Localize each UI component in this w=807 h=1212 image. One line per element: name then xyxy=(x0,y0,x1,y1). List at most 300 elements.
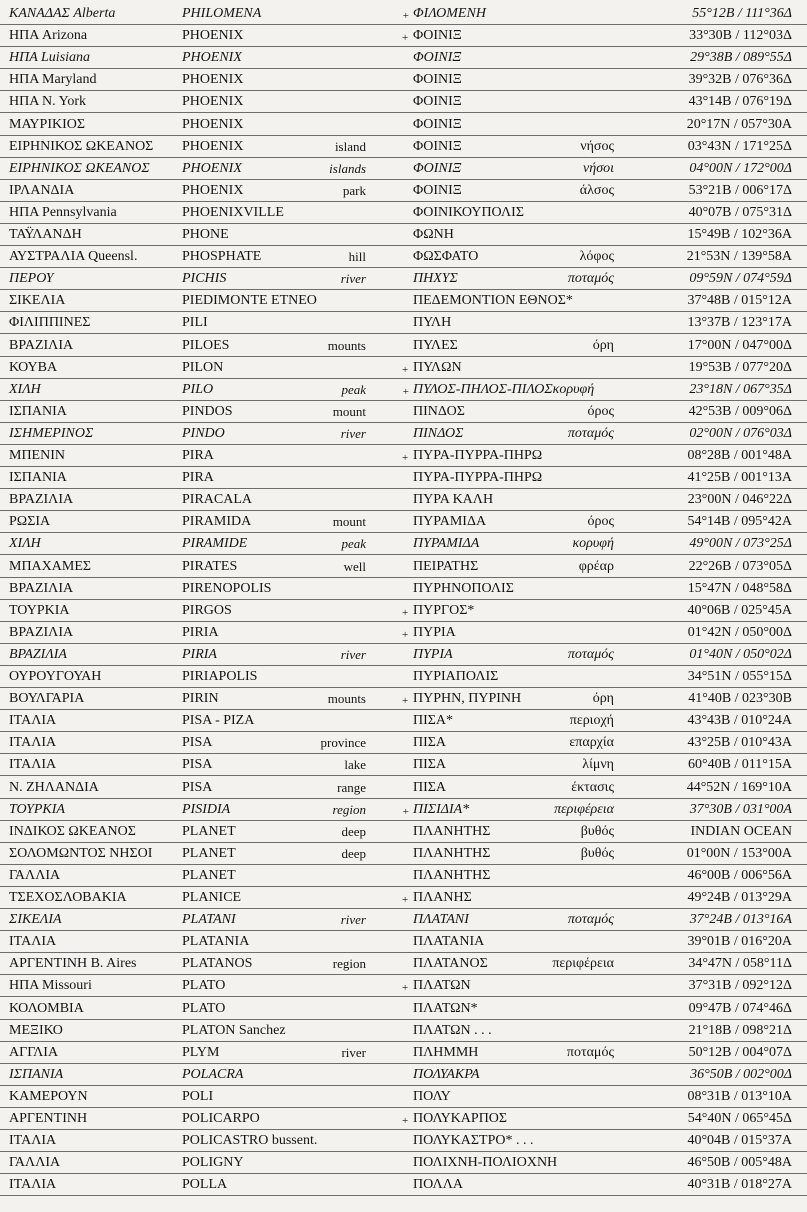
table-row xyxy=(0,69,807,91)
feature-type-cell: river xyxy=(340,425,366,441)
name-cell: PIRIN xyxy=(182,691,219,707)
greek-name-cell: ΠΕΔΕΜΟΝΤΙΟΝ ΕΘΝΟΣ* xyxy=(413,293,573,309)
feature-type-cell: mount xyxy=(332,514,366,530)
greek-name-cell: ΦΟΙΝΙΞ xyxy=(413,72,462,88)
table-row xyxy=(0,799,807,821)
feature-type-cell: region xyxy=(332,801,366,817)
table-row xyxy=(0,423,807,445)
country-cell: ΙΣΗΜΕΡΙΝΟΣ xyxy=(9,425,94,441)
name-cell: PLATANIA xyxy=(182,934,250,950)
name-cell: PIRATES xyxy=(182,558,238,574)
new-entry-mark: + xyxy=(402,805,410,818)
table-row xyxy=(0,379,807,401)
table-row xyxy=(0,25,807,47)
name-cell: PIRIA xyxy=(182,624,219,640)
table-row xyxy=(0,600,807,622)
coordinates-cell: 04°00Ν / 172°00Δ xyxy=(689,160,792,176)
feature-type-cell: mount xyxy=(332,403,366,419)
country-cell: ΕΙΡΗΝΙΚΟΣ ΩΚΕΑΝΟΣ xyxy=(9,138,154,154)
country-cell: ΙΤΑΛΙΑ xyxy=(9,757,57,773)
table-row xyxy=(0,931,807,953)
country-cell: ΒΡΑΖΙΛΙΑ xyxy=(9,624,74,640)
country-cell: ΑΡΓΕΝΤΙΝΗ xyxy=(9,1111,88,1126)
country-cell: ΙΤΑΛΙΑ xyxy=(9,735,57,751)
greek-feature-type-cell: φρέαρ xyxy=(578,558,614,574)
greek-feature-type-cell: ποταμός xyxy=(567,271,614,287)
coordinates-cell: 08°28Β / 001°48Α xyxy=(687,448,792,463)
table-row xyxy=(0,489,807,511)
greek-name-cell: ΦΙΛΟΜΕΝΗ xyxy=(413,6,486,21)
country-cell: ΑΓΓΛΙΑ xyxy=(9,1044,59,1060)
name-cell: PHOENIX xyxy=(182,116,244,132)
table-row xyxy=(0,1174,807,1196)
coordinates-cell: 49°00Ν / 073°25Δ xyxy=(689,536,792,552)
table-row xyxy=(0,180,807,202)
table-row xyxy=(0,91,807,113)
name-cell: PINDOS xyxy=(182,403,233,419)
feature-type-cell: river xyxy=(341,1044,366,1060)
name-cell: PIRIAPOLIS xyxy=(182,669,258,684)
country-cell: ΚΑΝΑΔΑΣ Alberta xyxy=(9,6,116,21)
coordinates-cell: 36°50Β / 002°00Δ xyxy=(690,1066,792,1082)
feature-type-cell: island xyxy=(334,138,366,154)
country-cell: ΜΕΞΙΚΟ xyxy=(9,1022,63,1038)
table-row xyxy=(0,1086,807,1108)
greek-feature-type-cell: όρος xyxy=(587,403,614,419)
name-cell: PLANET xyxy=(182,867,236,883)
coordinates-cell: 53°21Β / 006°17Δ xyxy=(688,182,792,198)
table-row xyxy=(0,224,807,246)
greek-name-cell: ΠΥΡΓΟΣ* xyxy=(413,602,475,618)
greek-name-cell: ΠΛΑΤΩΝ* xyxy=(413,1000,478,1016)
name-cell: PLATANI xyxy=(182,912,236,928)
name-cell: PIRGOS xyxy=(182,602,232,618)
name-cell: PISIDIA xyxy=(182,801,231,817)
country-cell: ΜΠΕΝΙΝ xyxy=(9,448,65,463)
name-cell: PIRACALA xyxy=(182,492,253,508)
greek-feature-type-cell: ποταμός xyxy=(567,912,614,928)
greek-name-cell: ΠΛΑΤΩΝ . . . xyxy=(413,1022,492,1038)
table-row xyxy=(0,268,807,290)
name-cell: POLI xyxy=(182,1088,214,1104)
coordinates-cell: 54°14Β / 095°42Α xyxy=(687,514,792,530)
country-cell: ΤΣΕΧΟΣΛΟΒΑΚΙΑ xyxy=(9,890,127,905)
coordinates-cell: 34°47Ν / 058°11Δ xyxy=(688,956,792,972)
table-row xyxy=(0,312,807,334)
greek-name-cell: ΠΥΡΑΜΙΔΑ xyxy=(413,536,480,552)
greek-name-cell: ΦΟΙΝΙΞ xyxy=(413,116,462,132)
country-cell: ΙΣΠΑΝΙΑ xyxy=(9,403,67,419)
coordinates-cell: 33°30Β / 112°03Δ xyxy=(689,28,792,44)
name-cell: PHONE xyxy=(182,227,229,242)
feature-type-cell: river xyxy=(340,912,366,928)
table-row xyxy=(0,246,807,268)
coordinates-cell: 39°01Β / 016°20Α xyxy=(687,934,792,950)
table-row xyxy=(0,644,807,666)
country-cell: ΙΣΠΑΝΙΑ xyxy=(9,1066,64,1082)
country-cell: ΗΠΑ Luisiana xyxy=(9,50,91,66)
table-row xyxy=(0,777,807,799)
greek-name-cell: ΠΥΡΙΑ xyxy=(413,624,456,640)
coordinates-cell: 23°00Ν / 046°22Δ xyxy=(687,492,792,508)
table-row xyxy=(0,710,807,732)
coordinates-cell: 40°06Β / 025°45Α xyxy=(687,602,792,618)
greek-feature-type-cell: άλσος xyxy=(579,182,614,198)
country-cell: ΚΟΛΟΜΒΙΑ xyxy=(9,1000,84,1016)
country-cell: ΒΡΑΖΙΛΙΑ xyxy=(9,580,74,596)
new-entry-mark: + xyxy=(402,894,409,906)
country-cell: ΗΠΑ Pennsylvania xyxy=(9,204,117,220)
greek-feature-type-cell: βυθός xyxy=(580,823,614,839)
table-row xyxy=(0,357,807,379)
greek-name-cell: ΠΙΣΑ xyxy=(413,779,447,795)
coordinates-cell: 46°00Β / 006°56Α xyxy=(687,867,792,883)
greek-name-cell: ΠΛΑΝΗΤΗΣ xyxy=(413,823,491,839)
coordinates-cell: 21°18Β / 098°21Δ xyxy=(688,1022,792,1038)
coordinates-cell: 54°40Ν / 065°45Δ xyxy=(687,1111,792,1126)
name-cell: PISA - PIZA xyxy=(182,713,255,729)
feature-type-cell: hill xyxy=(348,249,366,265)
coordinates-cell: 09°47Β / 074°46Δ xyxy=(688,1000,792,1016)
table-row xyxy=(0,202,807,224)
coordinates-cell: 29°38Β / 089°55Δ xyxy=(690,50,792,66)
greek-name-cell: ΠΟΛΥ xyxy=(413,1088,451,1104)
greek-name-cell: ΠΛΑΤΑΝΙ xyxy=(413,912,469,928)
coordinates-cell: 09°59Ν / 074°59Δ xyxy=(689,271,792,287)
feature-type-cell: peak xyxy=(341,536,366,552)
coordinates-cell: 37°24Β / 013°16Α xyxy=(689,912,792,928)
feature-type-cell: well xyxy=(343,558,366,574)
country-cell: ΟΥΡΟΥΓΟΥΑΗ xyxy=(9,669,102,684)
country-cell: ΚΑΜΕΡΟΥΝ xyxy=(9,1088,88,1104)
coordinates-cell: 39°32Β / 076°36Δ xyxy=(688,72,792,88)
greek-name-cell: ΦΟΙΝΙΞ xyxy=(413,28,462,44)
country-cell: ΧΙΛΗ xyxy=(9,381,41,397)
coordinates-cell: INDIAN OCEAN xyxy=(690,823,792,839)
country-cell: ΣΟΛΟΜΩΝΤΟΣ ΝΗΣΟΙ xyxy=(9,845,153,861)
coordinates-cell: 08°31Β / 013°10Α xyxy=(687,1088,792,1104)
coordinates-cell: 40°04Β / 015°37Α xyxy=(687,1133,792,1149)
name-cell: PLATANOS xyxy=(182,956,253,972)
new-entry-mark: + xyxy=(402,10,410,22)
country-cell: ΒΡΑΖΙΛΙΑ xyxy=(9,646,67,662)
table-row xyxy=(0,1020,807,1042)
name-cell: PHOSPHATE xyxy=(182,249,262,265)
table-row xyxy=(0,335,807,357)
greek-feature-type-cell: όρη xyxy=(592,337,614,353)
name-cell: PLATON Sanchez xyxy=(182,1022,286,1038)
table-row xyxy=(0,511,807,533)
name-cell: PICHIS xyxy=(182,271,227,287)
country-cell: ΡΩΣΙΑ xyxy=(9,514,51,530)
coordinates-cell: 03°43Ν / 171°25Δ xyxy=(687,138,792,154)
feature-type-cell: river xyxy=(340,271,366,287)
greek-feature-type-cell: λίμνη xyxy=(582,757,614,773)
table-row xyxy=(0,909,807,931)
coordinates-cell: 37°31Β / 092°12Δ xyxy=(688,978,792,994)
table-row xyxy=(0,953,807,975)
greek-name-cell: ΠΟΛΥΚΑΣΤΡΟ* . . . xyxy=(413,1133,534,1149)
country-cell: ΓΑΛΛΙΑ xyxy=(9,1155,61,1171)
coordinates-cell: 34°51Ν / 055°15Δ xyxy=(687,669,792,684)
coordinates-cell: 22°26Β / 073°05Δ xyxy=(688,558,792,574)
greek-name-cell: ΠΙΣΑ xyxy=(413,757,447,773)
feature-type-cell: region xyxy=(332,956,366,972)
coordinates-cell: 42°53Β / 009°06Δ xyxy=(688,403,792,419)
greek-feature-type-cell: όρος xyxy=(587,514,614,530)
country-cell: ΗΠΑ Arizona xyxy=(9,28,88,44)
greek-name-cell: ΠΙΣΙΔΙΑ* xyxy=(413,801,470,817)
country-cell: ΙΝΔΙΚΟΣ ΩΚΕΑΝΟΣ xyxy=(9,823,136,839)
table-row xyxy=(0,865,807,887)
name-cell: PHOENIX xyxy=(182,182,244,198)
country-cell: ΙΡΛΑΝΔΙΑ xyxy=(9,182,75,198)
feature-type-cell: mounts xyxy=(327,337,366,353)
table-row xyxy=(0,1152,807,1174)
greek-name-cell: ΠΥΡΗΝΟΠΟΛΙΣ xyxy=(413,580,514,596)
new-entry-mark: + xyxy=(402,982,409,995)
name-cell: POLIGNY xyxy=(182,1155,244,1171)
country-cell: ΑΡΓΕΝΤΙΝΗ B. Aires xyxy=(9,956,137,972)
table-row xyxy=(0,533,807,555)
coordinates-cell: 17°00Ν / 047°00Δ xyxy=(687,337,792,353)
greek-name-cell: ΠΛΑΝΗΣ xyxy=(413,890,472,905)
greek-name-cell: ΦΟΙΝΙΚΟΥΠΟΛΙΣ xyxy=(413,204,524,220)
country-cell: ΙΣΠΑΝΙΑ xyxy=(9,470,67,486)
table-row xyxy=(0,158,807,180)
greek-name-cell: ΦΟΙΝΙΞ xyxy=(413,94,462,110)
table-row xyxy=(0,578,807,600)
coordinates-cell: 15°47Ν / 048°58Δ xyxy=(687,580,792,596)
country-cell: ΓΑΛΛΙΑ xyxy=(9,867,61,883)
name-cell: PLANET xyxy=(182,845,236,861)
greek-name-cell: ΠΥΡΗΝ, ΠΥΡΙΝΗ xyxy=(413,691,522,707)
name-cell: PIRAMIDA xyxy=(182,514,252,530)
greek-name-cell: ΠΟΛΥΑΚΡΑ xyxy=(413,1066,480,1082)
greek-name-cell: ΠΟΛΛΑ xyxy=(413,1177,463,1193)
country-cell: ΤΟΥΡΚΙΑ xyxy=(9,801,65,817)
table-row xyxy=(0,1108,807,1130)
greek-name-cell: ΠΥΛΟΣ-ΠΗΛΟΣ-ΠΙΛΟΣκορυφή xyxy=(413,381,595,397)
greek-feature-type-cell: όρη xyxy=(592,691,614,707)
greek-name-cell: ΦΟΙΝΙΞ xyxy=(413,160,462,176)
new-entry-mark: + xyxy=(402,452,409,464)
coordinates-cell: 23°18Ν / 067°35Δ xyxy=(689,381,792,397)
feature-type-cell: river xyxy=(340,646,366,662)
country-cell: ΠΕΡΟΥ xyxy=(9,271,54,287)
greek-name-cell: ΠΟΛΥΚΑΡΠΟΣ xyxy=(413,1111,508,1126)
greek-name-cell: ΠΙΣΑ xyxy=(413,735,447,751)
greek-feature-type-cell: επαρχία xyxy=(569,735,614,751)
country-cell: ΙΤΑΛΙΑ xyxy=(9,713,57,729)
greek-feature-type-cell: λόφος xyxy=(579,249,614,265)
coordinates-cell: 37°48Β / 015°12Α xyxy=(687,293,792,309)
name-cell: PHILOMENA xyxy=(182,6,262,21)
country-cell: ΦΙΛΙΠΠΙΝΕΣ xyxy=(9,315,91,331)
greek-name-cell: ΦΟΙΝΙΞ xyxy=(413,182,462,198)
country-cell: ΚΟΥΒΑ xyxy=(9,359,58,375)
greek-name-cell: ΠΥΛΕΣ xyxy=(413,337,458,353)
coordinates-cell: 15°49Β / 102°36Α xyxy=(687,227,792,242)
greek-name-cell: ΠΛΑΤΩΝ xyxy=(413,978,471,994)
coordinates-cell: 46°50Β / 005°48Α xyxy=(687,1155,792,1171)
coordinates-cell: 55°12Β / 111°36Δ xyxy=(692,6,792,21)
coordinates-cell: 20°17Ν / 057°30Α xyxy=(686,116,792,132)
country-cell: ΑΥΣΤΡΑΛΙΑ Queensl. xyxy=(9,249,138,265)
greek-name-cell: ΠΥΛΗ xyxy=(413,315,452,331)
name-cell: PIRENOPOLIS xyxy=(182,580,272,596)
table-row xyxy=(0,3,807,25)
coordinates-cell: 60°40Β / 011°15Α xyxy=(687,757,792,773)
greek-name-cell: ΦΩΣΦΑΤΟ xyxy=(413,249,479,265)
greek-name-cell: ΠΥΛΩΝ xyxy=(413,359,462,375)
coordinates-cell: 13°37Β / 123°17Α xyxy=(687,315,792,331)
greek-name-cell: ΠΛΑΤΑΝΟΣ xyxy=(413,956,488,972)
greek-feature-type-cell: περιφέρεια xyxy=(552,956,614,972)
greek-name-cell: ΠΛΑΤΑΝΙΑ xyxy=(413,934,485,950)
table-row xyxy=(0,754,807,776)
name-cell: PINDO xyxy=(182,425,225,441)
name-cell: PHOENIX xyxy=(182,94,244,110)
table-row xyxy=(0,556,807,578)
coordinates-cell: 40°31Β / 018°27Α xyxy=(687,1177,792,1193)
table-row xyxy=(0,1130,807,1152)
country-cell: ΗΠΑ Maryland xyxy=(9,72,97,88)
coordinates-cell: 01°42Ν / 050°00Δ xyxy=(687,624,792,640)
name-cell: PISA xyxy=(182,779,213,795)
name-cell: POLLA xyxy=(182,1177,228,1193)
greek-name-cell: ΠΙΝΔΟΣ xyxy=(413,403,465,419)
name-cell: PISA xyxy=(182,735,213,751)
name-cell: PHOENIX xyxy=(182,160,242,176)
coordinates-cell: 01°40Ν / 050°02Δ xyxy=(689,646,792,662)
coordinates-cell: 19°53Β / 077°20Δ xyxy=(688,359,792,375)
table-row xyxy=(0,290,807,312)
feature-type-cell: peak xyxy=(341,381,366,397)
name-cell: POLICASTRO bussent. xyxy=(182,1133,318,1149)
feature-type-cell: mounts xyxy=(327,691,366,707)
coordinates-cell: 41°40Β / 023°30Β xyxy=(688,691,792,707)
feature-type-cell: islands xyxy=(329,160,366,176)
country-cell: ΜΑΥΡΙΚΙΟΣ xyxy=(9,116,86,132)
table-row xyxy=(0,887,807,909)
country-cell: ΜΠΑΧΑΜΕΣ xyxy=(9,558,92,574)
coordinates-cell: 21°53Ν / 139°58Α xyxy=(686,249,792,265)
name-cell: POLICARPO xyxy=(182,1111,260,1126)
new-entry-mark: + xyxy=(402,385,410,398)
coordinates-cell: 40°07Β / 075°31Δ xyxy=(688,204,792,220)
name-cell: PILOES xyxy=(182,337,230,353)
feature-type-cell: province xyxy=(320,735,366,751)
greek-name-cell: ΠΙΝΔΟΣ xyxy=(413,425,464,441)
name-cell: PIRAMIDE xyxy=(182,536,248,552)
greek-feature-type-cell: ποταμός xyxy=(567,425,614,441)
name-cell: POLACRA xyxy=(182,1066,244,1082)
coordinates-cell: 01°00Ν / 153°00Α xyxy=(686,845,792,861)
country-cell: Ν. ΖΗΛΑΝΔΙΑ xyxy=(9,779,99,795)
name-cell: PILI xyxy=(182,315,208,331)
greek-name-cell: ΠΥΡΙΑΠΟΛΙΣ xyxy=(413,669,499,684)
table-row xyxy=(0,843,807,865)
name-cell: PILO xyxy=(182,381,214,397)
name-cell: PHOENIX xyxy=(182,72,244,88)
name-cell: PLATO xyxy=(182,978,226,994)
greek-feature-type-cell: περιοχή xyxy=(569,713,614,729)
feature-type-cell: park xyxy=(342,182,366,198)
country-cell: ΣΙΚΕΛΙΑ xyxy=(9,912,62,928)
country-cell: ΒΡΑΖΙΛΙΑ xyxy=(9,337,74,353)
name-cell: PLYM xyxy=(182,1044,220,1060)
greek-name-cell: ΠΗΧΥΣ xyxy=(413,271,458,287)
greek-feature-type-cell: έκτασις xyxy=(571,779,614,795)
coordinates-cell: 41°25Β / 001°13Α xyxy=(687,470,792,486)
table-row xyxy=(0,622,807,644)
name-cell: PIEDIMONTE ETNEO xyxy=(182,293,317,309)
name-cell: PILON xyxy=(182,359,224,375)
greek-name-cell: ΦΩΝΗ xyxy=(413,227,454,242)
greek-name-cell: ΠΥΡΑΜΙΔΑ xyxy=(413,514,487,530)
greek-name-cell: ΠΥΡΑ-ΠΥΡΡΑ-ΠΗΡΩ xyxy=(413,470,543,486)
country-cell: ΤΟΥΡΚΙΑ xyxy=(9,602,70,618)
greek-feature-type-cell: ποταμός xyxy=(567,646,614,662)
greek-name-cell: ΠΥΡΙΑ xyxy=(413,646,453,662)
table-row xyxy=(0,688,807,710)
table-row xyxy=(0,47,807,69)
name-cell: PISA xyxy=(182,757,213,773)
country-cell: ΙΤΑΛΙΑ xyxy=(9,1177,57,1193)
greek-name-cell: ΠΛΑΝΗΤΗΣ xyxy=(413,867,491,883)
table-row xyxy=(0,975,807,997)
table-row xyxy=(0,998,807,1020)
name-cell: PHOENIXVILLE xyxy=(182,204,284,220)
greek-name-cell: ΠΛΑΝΗΤΗΣ xyxy=(413,845,491,861)
table-row xyxy=(0,114,807,136)
greek-name-cell: ΠΙΣΑ* xyxy=(413,713,454,729)
country-cell: ΤΑΫΛΑΝΔΗ xyxy=(9,227,82,242)
coordinates-cell: 43°43Β / 010°24Α xyxy=(687,713,792,729)
coordinates-cell: 50°12Β / 004°07Δ xyxy=(688,1044,792,1060)
country-cell: ΒΟΥΛΓΑΡΙΑ xyxy=(9,691,85,707)
table-row xyxy=(0,732,807,754)
greek-feature-type-cell: περιφέρεια xyxy=(554,801,614,817)
country-cell: ΧΙΛΗ xyxy=(9,536,41,552)
coordinates-cell: 02°00Ν / 076°03Δ xyxy=(689,425,792,441)
new-entry-mark: + xyxy=(402,1115,409,1127)
greek-name-cell: ΦΟΙΝΙΞ xyxy=(413,50,462,66)
new-entry-mark: + xyxy=(402,606,409,619)
table-row xyxy=(0,1064,807,1086)
country-cell: ΒΡΑΖΙΛΙΑ xyxy=(9,492,74,508)
new-entry-mark: + xyxy=(402,32,409,45)
coordinates-cell: 44°52Ν / 169°10Α xyxy=(686,779,792,795)
country-cell: ΗΠΑ N. York xyxy=(9,94,87,110)
coordinates-cell: 37°30Β / 031°00Α xyxy=(689,801,792,817)
name-cell: PHOENIX xyxy=(182,28,244,44)
greek-feature-type-cell: βυθός xyxy=(580,845,614,861)
feature-type-cell: range xyxy=(337,779,366,795)
greek-name-cell: ΦΟΙΝΙΞ xyxy=(413,138,462,154)
table-row xyxy=(0,136,807,158)
country-cell: ΙΤΑΛΙΑ xyxy=(9,1133,57,1149)
greek-name-cell: ΠΛΗΜΜΗ xyxy=(413,1044,479,1060)
feature-type-cell: deep xyxy=(341,845,366,861)
greek-feature-type-cell: κορυφή xyxy=(572,536,614,552)
country-cell: ΣΙΚΕΛΙΑ xyxy=(9,293,66,309)
country-cell: ΙΤΑΛΙΑ xyxy=(9,934,57,950)
table-row xyxy=(0,445,807,467)
coordinates-cell: 43°25Β / 010°43Α xyxy=(687,735,792,751)
feature-type-cell: lake xyxy=(344,757,366,773)
